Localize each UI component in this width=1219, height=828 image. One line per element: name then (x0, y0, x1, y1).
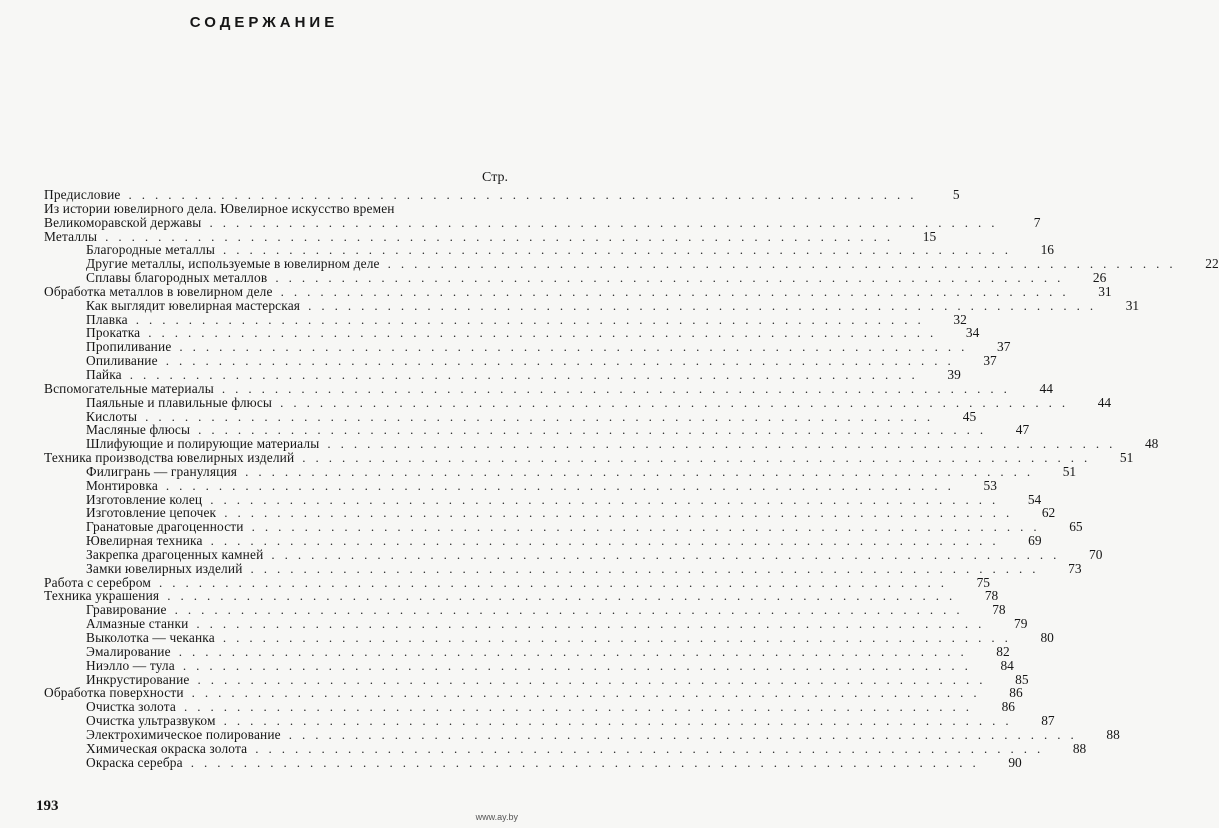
toc-entry-page: 87 (1041, 713, 1055, 729)
toc-entry-page: 15 (922, 228, 937, 244)
toc-entry-title: Обработка металлов в ювелирном деле (44, 283, 273, 299)
dot-leader: ............................................................ (288, 726, 1084, 742)
dot-leader: ............................................................ (327, 436, 1123, 452)
toc-entry (44, 560, 1082, 576)
toc-entry (44, 380, 1053, 396)
toc-entry-title: Другие металлы, используемые в ювелирном деле (86, 256, 380, 272)
toc-entry (44, 297, 1140, 313)
toc-entry-page: 37 (997, 339, 1011, 355)
watermark: www.ay.by (475, 812, 518, 822)
toc-entry-title: Прокатка (86, 325, 141, 341)
toc-entry-page: 37 (983, 353, 997, 369)
page-title: СОДЕРЖАНИЕ (189, 14, 339, 31)
toc-entry (44, 214, 1041, 230)
toc-entry (44, 202, 474, 216)
toc-entry (44, 187, 960, 202)
toc-entry-title: Гравирование (86, 602, 167, 618)
toc-entry (44, 740, 1087, 756)
toc-entry (44, 685, 1023, 701)
toc-entry (44, 477, 997, 493)
page-number: 193 (36, 798, 59, 814)
toc-entry-page: 34 (965, 325, 980, 341)
dot-leader: ............................................................ (191, 685, 987, 701)
dot-leader: ............................................................ (387, 256, 1183, 272)
toc-entry-page: 16 (1040, 242, 1054, 258)
toc-entry-title: Вспомогательные материалы (44, 380, 214, 396)
toc-entry (44, 699, 1015, 715)
toc-entry-page: 82 (996, 643, 1010, 659)
toc-entry-page: 5 (952, 187, 960, 202)
toc-entry (44, 436, 1159, 452)
toc-entry (44, 325, 980, 341)
toc-entry-page: 69 (1028, 533, 1042, 549)
toc-entry-page: 86 (1001, 699, 1015, 715)
toc-entry (44, 463, 1077, 479)
toc-entry-title: Пайка (86, 366, 122, 382)
toc-entry (44, 408, 977, 424)
dot-leader: ............................................................ (183, 699, 979, 715)
toc-entry-page: 51 (1062, 463, 1077, 479)
toc-entry-title: Металлы (44, 228, 98, 244)
toc-entry-page: 51 (1119, 450, 1134, 466)
toc-entry (44, 491, 1042, 507)
dot-leader: ............................................................ (210, 533, 1006, 549)
toc-entry (44, 630, 1054, 645)
dot-leader: ............................................................ (128, 187, 924, 202)
toc-entry-title: Шлифующие и полирующие материалы (86, 436, 320, 452)
dot-leader: ............................................................ (165, 477, 961, 493)
toc-entry-title: Закрепка драгоценных камней (86, 546, 264, 562)
toc-entry-title: Предисловие (44, 187, 121, 202)
toc-entry-title: Техника украшения (44, 588, 160, 604)
dot-leader: ............................................................ (221, 380, 1017, 396)
dot-leader: ............................................................ (148, 325, 944, 341)
toc-entry (44, 533, 1042, 549)
toc-entry-page: 80 (1040, 630, 1054, 645)
dot-leader: ............................................................ (197, 671, 993, 687)
dot-leader: ............................................................ (280, 283, 1076, 299)
toc-entry-page: 86 (1009, 685, 1023, 701)
dot-leader: ............................................................ (129, 366, 925, 382)
dot-leader: ............................................................ (224, 505, 1020, 521)
toc-entry-page: 54 (1027, 491, 1042, 507)
toc-entry-title: Техника производства ювелирных изделий (44, 450, 295, 466)
toc-entry-page: 53 (983, 477, 997, 493)
dot-leader: ............................................................ (255, 740, 1051, 756)
toc-entry-title: Ювелирная техника (86, 533, 203, 549)
toc-entry-title: Ниэлло — тула (86, 657, 175, 673)
toc-entry (44, 339, 1011, 355)
toc-entry (44, 643, 1010, 659)
toc-entry-page: 31 (1098, 283, 1112, 299)
toc-entry-title: Сплавы благородных металлов (86, 270, 268, 286)
toc-entry-title: Химическая окраска золота (86, 740, 248, 756)
dot-leader: ............................................................ (182, 657, 978, 673)
toc-entry-page: 7 (1033, 214, 1041, 230)
dot-leader: ............................................................ (167, 588, 963, 604)
dot-leader: ............................................................ (222, 630, 1018, 645)
dot-leader: ............................................................ (174, 602, 970, 618)
dot-leader: ............................................................ (145, 408, 941, 424)
toc-entry-title: Как выглядит ювелирная мастерская (86, 297, 301, 313)
page-column-label: Стр. (482, 170, 508, 185)
toc-entry (44, 602, 1006, 618)
toc-entry-title: Окраска серебра (86, 754, 183, 770)
toc-entry-title: Паяльные и плавильные флюсы (86, 394, 273, 410)
toc-entry-title: Изготовление цепочек (86, 505, 217, 521)
dot-leader: ............................................................ (135, 311, 931, 327)
toc-entry-title: Изготовление колец (86, 491, 203, 507)
toc-entry-page: 90 (1008, 754, 1022, 770)
toc-entry-title: Гранатовые драгоценности (86, 519, 244, 535)
toc-entry-title: Плавка (86, 311, 128, 327)
dot-leader: ............................................................ (179, 339, 975, 355)
toc-entry-page: 44 (1039, 380, 1053, 396)
toc-entry-title: Пропиливание (86, 339, 172, 355)
toc-entry-page: 70 (1089, 546, 1103, 562)
dot-leader: ............................................................ (302, 450, 1098, 466)
toc-entry (44, 657, 1014, 673)
toc-entry (44, 574, 990, 590)
toc-entry-page: 78 (992, 602, 1006, 618)
toc-entry (44, 546, 1103, 562)
toc-entry-page: 32 (953, 311, 967, 327)
toc-entry-title: Очистка золота (86, 699, 176, 715)
dot-leader: ............................................................ (223, 713, 1019, 729)
dot-leader: ............................................................ (245, 463, 1041, 479)
toc-entry-page: 79 (1014, 616, 1028, 632)
dot-leader: ............................................................ (308, 297, 1104, 313)
toc-entry (44, 283, 1112, 299)
toc-entry (44, 353, 997, 369)
dot-leader: ............................................................ (250, 560, 1046, 576)
toc-entry-page: 73 (1068, 560, 1082, 576)
toc-entry-page: 78 (984, 588, 999, 604)
toc-entry (44, 505, 1056, 521)
dot-leader: ............................................................ (222, 242, 1018, 258)
dot-leader: ............................................................ (190, 754, 986, 770)
toc-entry-title: Масляные флюсы (86, 422, 191, 438)
toc-entry-title: Обработка поверхности (44, 685, 184, 701)
toc-entry (44, 671, 1029, 687)
toc-entry-title: Инкрустирование (86, 671, 190, 687)
toc-entry-title: Замки ювелирных изделий (86, 560, 243, 576)
toc-entry (44, 450, 1134, 466)
dot-leader: ............................................................ (209, 214, 1005, 230)
toc-entry-page: 47 (1015, 422, 1030, 438)
toc-entry (44, 726, 1120, 742)
toc-entry (44, 228, 937, 244)
toc-entry (44, 422, 1030, 438)
toc-entry-page: 48 (1144, 436, 1159, 452)
dot-leader: ............................................................ (196, 616, 992, 632)
dot-leader: ............................................................ (271, 546, 1067, 562)
toc-entry-title: Эмалирование (86, 643, 171, 659)
table-of-contents (44, 187, 1219, 770)
toc-entry (44, 256, 1219, 272)
dot-leader: ............................................................ (280, 394, 1076, 410)
toc-entry (44, 394, 1112, 410)
toc-entry-page: 62 (1041, 505, 1056, 521)
toc-entry (44, 754, 1022, 770)
toc-entry-title: Выколотка — чеканка (86, 630, 215, 645)
toc-entry-page: 88 (1072, 740, 1087, 756)
toc-entry-title: Очистка ультразвуком (86, 713, 216, 729)
toc-entry (44, 713, 1055, 729)
toc-entry-page: 75 (976, 574, 990, 590)
toc-entry (44, 242, 1054, 258)
dot-leader: ............................................................ (198, 422, 994, 438)
toc-entry-page: 45 (962, 408, 977, 424)
dot-leader: ............................................................ (178, 643, 974, 659)
toc-entry (44, 366, 961, 382)
toc-entry-page: 65 (1069, 519, 1083, 535)
dot-leader: ............................................................ (210, 491, 1006, 507)
toc-entry-title: Великоморавской державы (44, 214, 202, 230)
toc-entry (44, 270, 1107, 286)
toc-entry-page: 85 (1015, 671, 1029, 687)
toc-entry-page: 88 (1106, 726, 1120, 742)
toc-entry-page: 31 (1125, 297, 1140, 313)
dot-leader: ............................................................ (105, 228, 901, 244)
toc-entry (44, 519, 1083, 535)
dot-leader: ............................................................ (165, 353, 961, 369)
dot-leader: ............................................................ (251, 519, 1047, 535)
toc-entry (44, 588, 999, 604)
toc-entry-title: Работа с серебром (44, 574, 151, 590)
toc-entry-title: Алмазные станки (86, 616, 189, 632)
toc-entry-title: Опиливание (86, 353, 158, 369)
toc-entry-title: Из истории ювелирного дела. Ювелирное искусство времен (44, 200, 395, 216)
toc-entry-title: Благородные металлы (86, 242, 215, 258)
toc-entry-page: 44 (1097, 394, 1112, 410)
dot-leader: ............................................................ (275, 270, 1071, 286)
toc-entry-title: Кислоты (86, 408, 138, 424)
toc-entry-title: Электрохимическое полирование (86, 726, 281, 742)
toc-entry-title: Монтировка (86, 477, 158, 493)
toc-entry-page: 39 (947, 366, 961, 382)
toc-entry (44, 311, 967, 327)
dot-leader: ............................................................ (158, 574, 954, 590)
toc-entry (44, 616, 1028, 632)
toc-entry-title: Филигрань — грануляция (86, 463, 238, 479)
toc-entry-page: 84 (1000, 657, 1014, 673)
toc-entry-page: 26 (1092, 270, 1107, 286)
toc-entry-page: 22 (1205, 256, 1219, 272)
